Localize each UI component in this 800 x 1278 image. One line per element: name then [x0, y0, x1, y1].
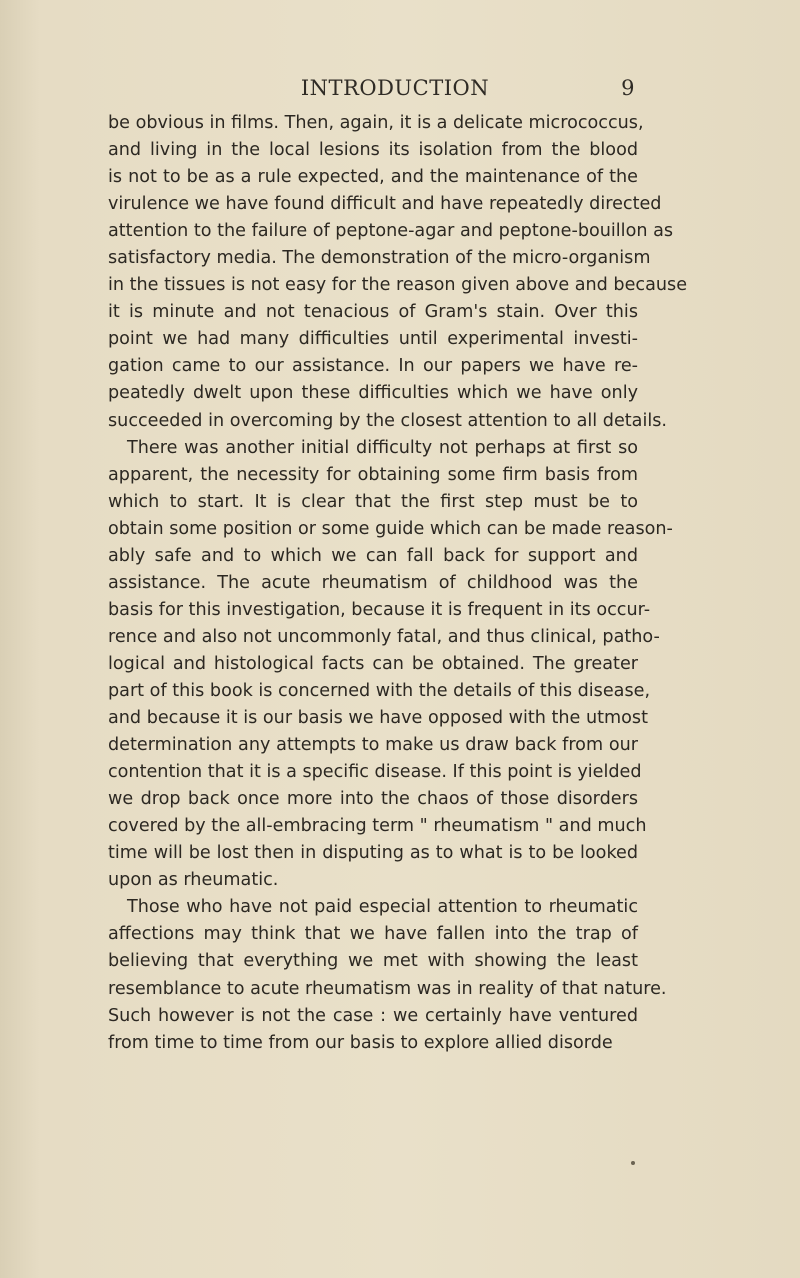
text-line: rence and also not uncommonly fatal, and thus clinical, patho-: [108, 626, 660, 647]
text-line: basis for this investigation, because it is frequent in its occur-: [108, 599, 651, 620]
text-line: resemblance to acute rheumatism was in reality of that nature.: [108, 978, 667, 999]
text-line: apparent, the necessity for obtaining some firm basis from: [108, 464, 638, 485]
text-line: Such however is not the case : we certainly have ventured: [108, 1005, 638, 1026]
text-line: is not to be as a rule expected, and the maintenance of the: [108, 167, 638, 188]
text-line: covered by the all-embracing term " rheumatism " and much: [108, 816, 647, 837]
text-line: it is minute and not tenacious of Gram's stain. Over this: [108, 302, 638, 323]
text-line: determination any attempts to make us draw back from our: [108, 735, 638, 756]
page-number: 9: [621, 76, 635, 100]
text-line: be obvious in films. Then, again, it is a delicate micrococcus,: [108, 113, 644, 133]
text-line: gation came to our assistance. In our papers we have re-: [108, 356, 638, 377]
body-text: [108, 110, 688, 1057]
text-line: from time to time from our basis to explore allied disorde: [108, 1032, 613, 1053]
text-line: we drop back once more into the chaos of those disorders: [108, 789, 638, 810]
text-line: contention that it is a specific disease. If this point is yielded: [108, 762, 642, 783]
page-header: [0, 76, 800, 106]
text-line: peatedly dwelt upon these difficulties which we have only: [108, 383, 638, 404]
text-line: virulence we have found difficult and have repeatedly directed: [108, 194, 662, 215]
text-line: ably safe and to which we can fall back for support and: [108, 545, 638, 566]
text-line: affections may think that we have fallen into the trap of: [108, 924, 638, 945]
text-line: succeeded in overcoming by the closest attention to all details.: [108, 410, 667, 431]
text-line: attention to the failure of peptone-agar and peptone-bouillon as: [108, 221, 674, 242]
text-line: and living in the local lesions its isolation from the blood: [108, 140, 638, 161]
text-line: logical and histological facts can be obtained. The greater: [108, 653, 638, 674]
text-line: satisfactory media. The demonstration of the micro-organism: [108, 248, 651, 269]
text-line: which to start. It is clear that the first step must be to: [108, 491, 638, 512]
text-line: point we had many difficulties until experimental investi-: [108, 329, 638, 350]
paper-speck: [631, 1161, 635, 1165]
text-line: in the tissues is not easy for the reason given above and because: [108, 275, 688, 296]
text-line: There was another initial difficulty not perhaps at first so: [127, 437, 638, 458]
text-line: and because it is our basis we have opposed with the utmost: [108, 708, 648, 729]
running-title: INTRODUCTION: [300, 76, 490, 100]
text-line: obtain some position or some guide which can be made reason-: [108, 518, 673, 539]
text-line: assistance. The acute rheumatism of childhood was the: [108, 572, 638, 593]
text-line: time will be lost then in disputing as to what is to be looked: [108, 843, 638, 864]
text-line: part of this book is concerned with the details of this disease,: [108, 680, 651, 701]
text-line: believing that everything we met with showing the least: [108, 951, 638, 972]
text-line: upon as rheumatic.: [108, 870, 279, 891]
text-line: Those who have not paid especial attention to rheumatic: [127, 897, 638, 918]
